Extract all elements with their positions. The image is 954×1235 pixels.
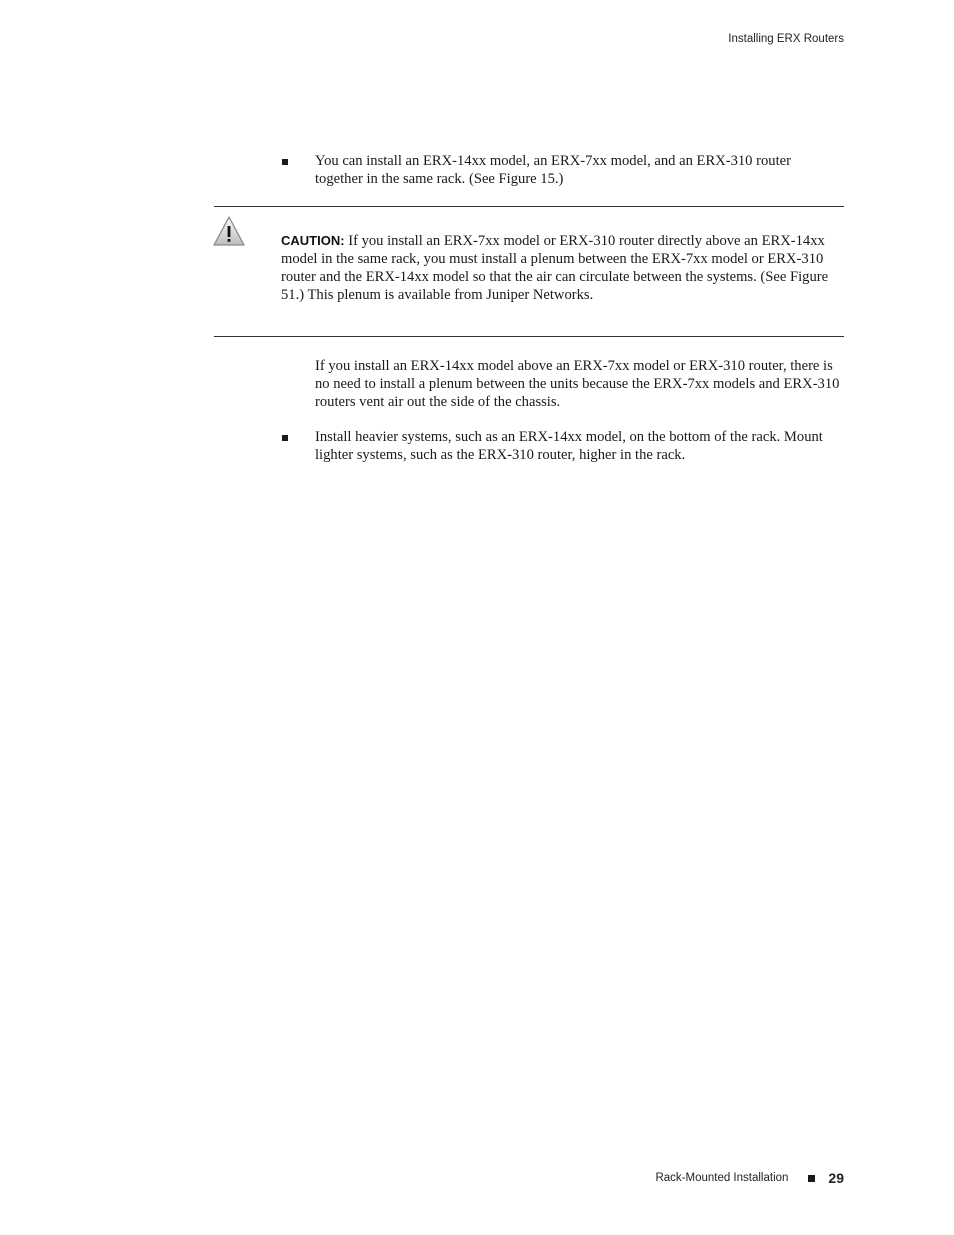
caution-label: CAUTION: <box>281 233 345 248</box>
footer-section-title: Rack-Mounted Installation <box>655 1172 789 1184</box>
caution-top-rule <box>214 206 844 207</box>
running-header: Installing ERX Routers <box>728 33 844 45</box>
page-number: 29 <box>828 1170 844 1186</box>
footer-separator-icon <box>808 1175 815 1182</box>
bullet-marker <box>282 435 288 441</box>
bullet-item-heavier-systems: Install heavier systems, such as an ERX-14xx model, on the bottom of the rack. Mount lighter systems, such as the ERX-310 router, higher in the rack. <box>315 429 823 463</box>
bullet-marker <box>282 159 288 165</box>
plenum-explanation-paragraph: If you install an ERX-14xx model above an ERX-7xx model or ERX-310 router, there is no need to install a plenum between the units because the ERX-7xx models and ERX-310 routers vent air out the side of the chassis. <box>315 358 840 410</box>
bullet-item-mixed-models: You can install an ERX-14xx model, an ERX-7xx model, and an ERX-310 router together in the same rack. (See Figure 15.) <box>315 153 791 187</box>
caution-warning-icon <box>212 215 246 247</box>
page-footer <box>655 1170 844 1186</box>
caution-bottom-rule <box>214 336 844 337</box>
caution-note <box>281 232 847 304</box>
caution-body: If you install an ERX-7xx model or ERX-310 router directly above an ERX-14xx model in the same rack, you must install a plenum between the ERX-7xx model or ERX-310 router and the ERX-14xx model so that the air can circulate between the systems. (See Figure 51.) This plenum is available from Juniper Networks. <box>281 233 829 303</box>
